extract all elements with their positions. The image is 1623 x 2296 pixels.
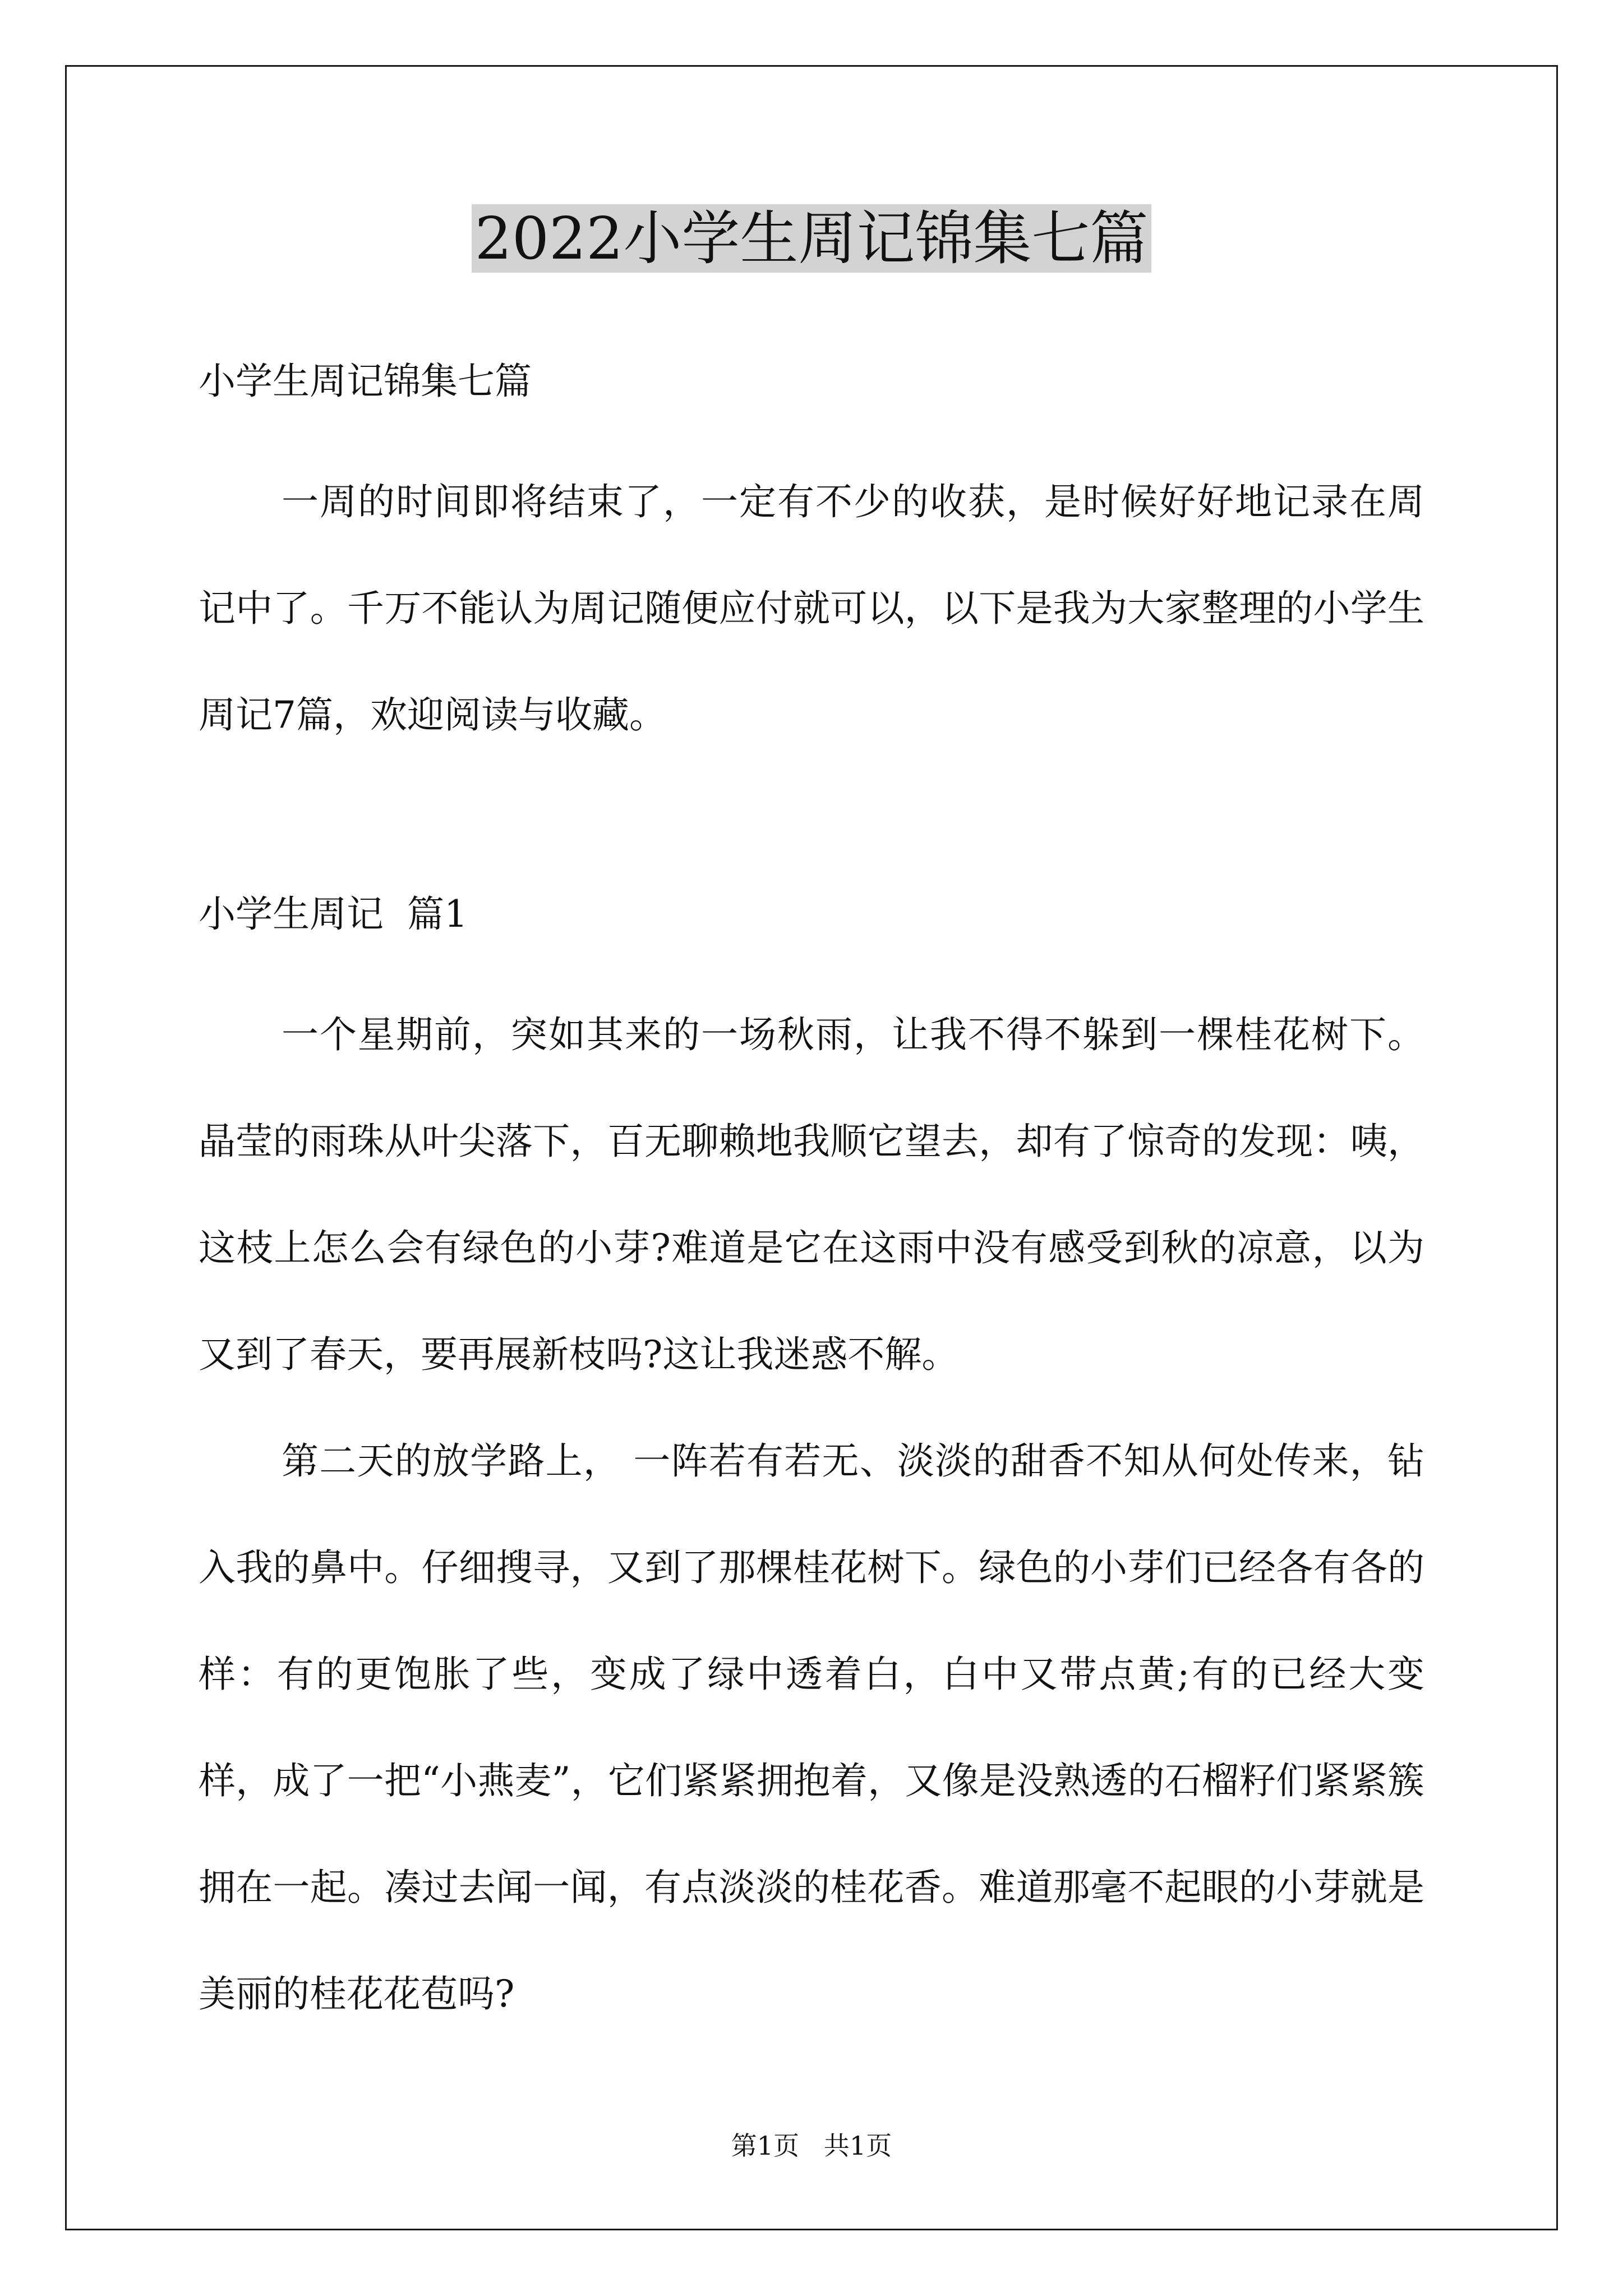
body-paragraph-1: 一个星期前，突如其来的一场秋雨，让我不得不躲到一棵桂花树下。晶莹的雨珠从叶尖落下，百无聊赖地我顺它望去，却有了惊奇的发现：咦，这枝上怎么会有绿色的小芽?难道是它在这雨中没有感受到秋的凉意，以为又到了春天，要再展新枝吗?这让我迷惑不解。: [199, 1013, 1424, 1376]
document-subtitle: 小学生周记锦集七篇: [199, 360, 532, 403]
section-heading: 小学生周记 篇1: [199, 892, 468, 936]
body-paragraph-2: 第二天的放学路上， 一阵若有若无、淡淡的甜香不知从何处传来，钻入我的鼻中。仔细搜寻，又到了那棵桂花树下。绿色的小芽们已经各有各的样：有的更饱胀了些，变成了绿中透着白，白中又带点黄;有的已经大变样，成了一把“小燕麦”，它们紧紧拥抱着，又像是没熟透的石榴籽们紧紧簇拥在一起。凑过去闻一闻，有点淡淡的桂花香。难道那毫不起眼的小芽就是美丽的桂花花苞吗?: [199, 1439, 1424, 2016]
document-title-text: 2022小学生周记锦集七篇: [472, 204, 1152, 273]
page-footer: 第1页 共1页: [731, 2131, 892, 2161]
intro-paragraph: 一周的时间即将结束了，一定有不少的收获，是时候好好地记录在周记中了。千万不能认为周记随便应付就可以，以下是我为大家整理的小学生周记7篇，欢迎阅读与收藏。: [199, 480, 1424, 737]
document-title: [0, 196, 1623, 280]
